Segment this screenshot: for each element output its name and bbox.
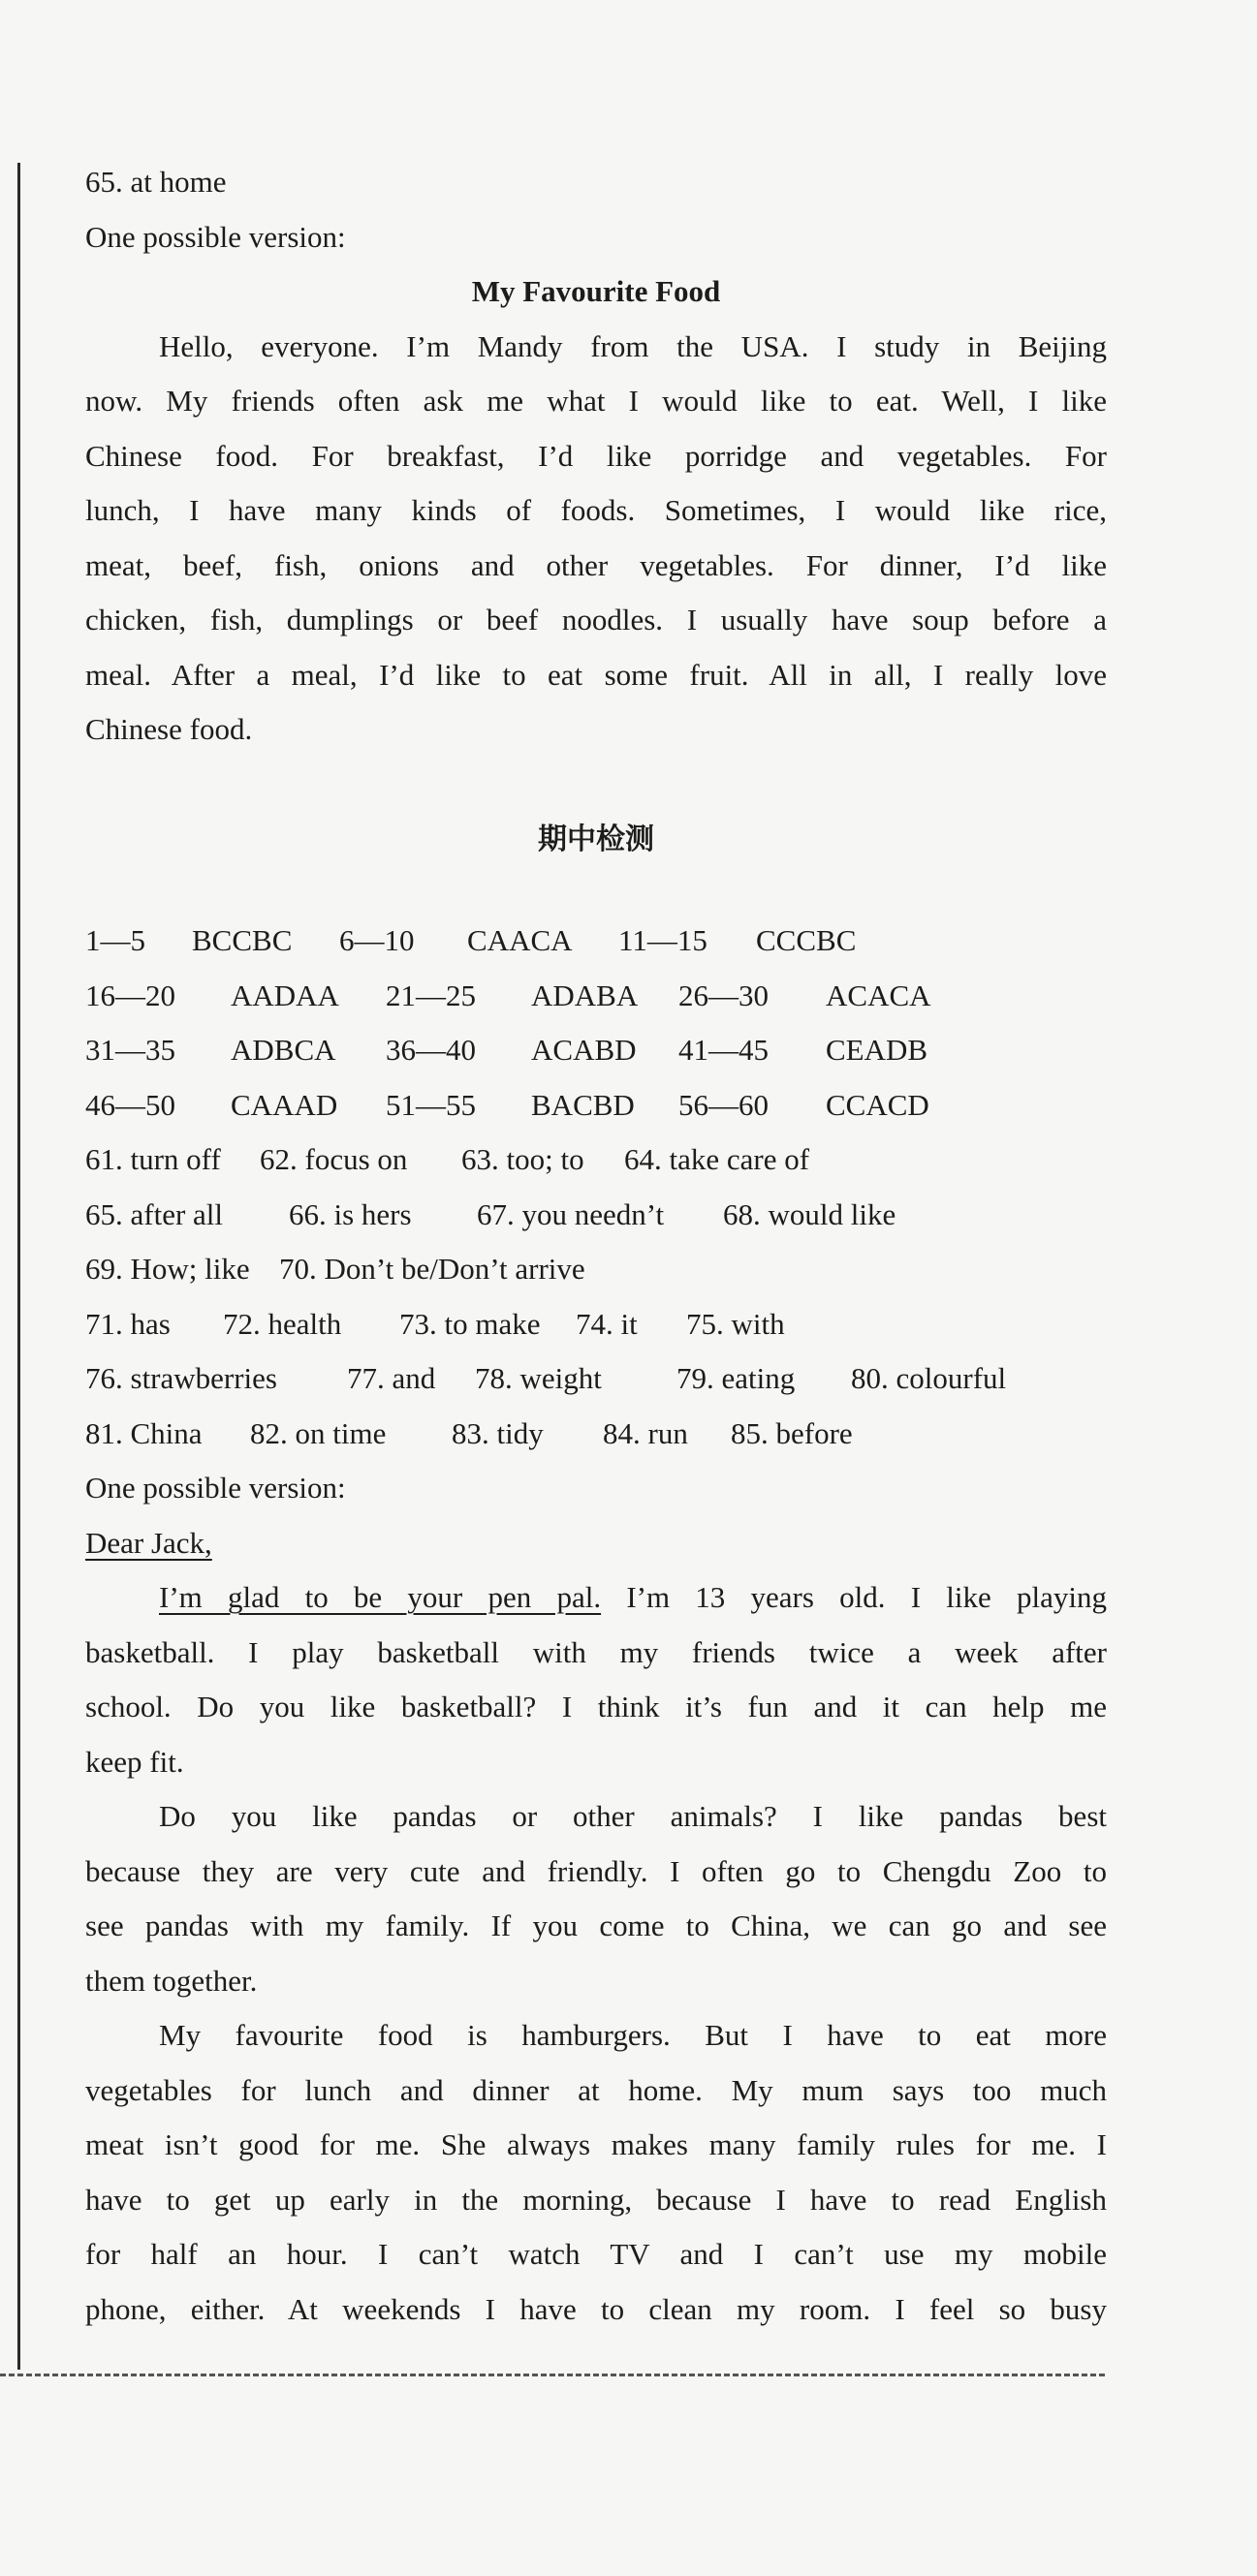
spacer [85,758,1107,813]
mc-range: 51—55 [386,1087,476,1122]
fill-answer-row [85,1407,1107,1462]
fill-answer: 69. How; like [85,1252,250,1286]
essay-line: meal. After a meal, I’d like to eat some fruit. All in all, I really love [85,657,1107,692]
letter-line: school. Do you like basketball? I think it’s fun and it can help me [85,1690,1107,1723]
mc-range: 41—45 [678,1033,769,1067]
essay-line: lunch, I have many kinds of foods. Sometimes, I would like rice, [85,493,1107,527]
fill-answer: 63. too; to [461,1142,584,1176]
fill-answer: 77. and [347,1361,436,1395]
essay-title: My Favourite Food [471,274,721,308]
page-bottom-dashed-rule [0,2374,1105,2376]
mc-range: 46—50 [85,1087,175,1122]
mc-range: 1—5 [85,923,145,957]
fill-answer: 71. has [85,1306,171,1341]
mc-range: 36—40 [386,1033,476,1067]
mc-answers: AADAA [231,978,339,1012]
letter-line: have to get up early in the morning, because I have to read English [85,2182,1107,2217]
mc-answers: CCACD [826,1087,929,1122]
fill-answer: 64. take care of [624,1142,810,1176]
letter-line: meat isn’t good for me. She always makes many family rules for me. I [85,2127,1107,2161]
mc-range: 31—35 [85,1033,175,1067]
essay-line: Hello, everyone. I’m Mandy from the USA. I study in Beijing [159,328,1107,363]
fill-answer: 84. run [603,1415,688,1450]
letter-line: for half an hour. I can’t watch TV and I can’t use my mobile [85,2237,1107,2271]
possible-version-label: One possible version: [85,1471,346,1505]
mc-answers: CEADB [826,1033,928,1067]
fill-answer: 65. after all [85,1196,224,1231]
fill-answer-row [85,1188,1107,1243]
mc-range: 6—10 [339,923,415,957]
mc-answers: ADBCA [231,1033,336,1067]
mc-answers: BCCBC [192,923,293,957]
spacer [85,867,1107,914]
fill-answer: 70. Don’t be/Don’t arrive [279,1252,585,1286]
fill-answer: 66. is hers [289,1196,412,1231]
fill-answer: 83. tidy [452,1415,544,1450]
fill-answer: 79. eating [676,1361,796,1395]
fill-answer: 80. colourful [851,1361,1007,1395]
fill-answer: 62. focus on [260,1142,408,1176]
answer-page [85,155,1107,2337]
fill-answer: 68. would like [723,1196,896,1231]
letter-line: basketball. I play basketball with my friends twice a week after [85,1634,1107,1669]
answer-65: 65. at home [85,165,227,199]
letter-line [85,1570,1107,1626]
mc-range: 56—60 [678,1087,769,1122]
fill-answer: 75. with [686,1306,785,1341]
letter-line: because they are very cute and friendly. I often go to Chengdu Zoo to [85,1853,1107,1888]
mc-answers: CAACA [467,923,573,957]
letter-line: vegetables for lunch and dinner at home. My mum says too much [85,2072,1107,2107]
fill-answer: 82. on time [250,1415,387,1450]
fill-answer: 81. China [85,1415,203,1450]
letter-line: keep fit. [85,1744,184,1779]
fill-answer: 61. turn off [85,1142,221,1176]
mc-range: 26—30 [678,978,769,1012]
possible-version-label: One possible version: [85,219,346,254]
mc-answer-row [85,969,1107,1024]
letter-line: Do you like pandas or other animals? I like pandas best [159,1799,1107,1833]
opening-sentence: I’m glad to be your pen pal. [159,1580,602,1614]
mc-answers: ACABD [531,1033,637,1067]
letter-salutation [85,1516,1107,1571]
salutation-text: Dear Jack, [85,1525,212,1560]
fill-answer-row [85,1297,1107,1352]
fill-answer: 76. strawberries [85,1361,277,1395]
fill-answer: 67. you needn’t [477,1196,665,1231]
fill-answer-row [85,1242,1107,1297]
fill-answer: 72. health [223,1306,342,1341]
letter-line: see pandas with my family. If you come to China, we can go and see [85,1909,1107,1942]
mc-range: 16—20 [85,978,175,1012]
mc-answer-row [85,1078,1107,1133]
fill-answer: 74. it [576,1306,638,1341]
essay-line: meat, beef, fish, onions and other vegetables. For dinner, I’d like [85,547,1107,582]
mc-answers: ADABA [531,978,639,1012]
opening-rest: I’m 13 years old. I like playing [626,1580,1107,1614]
mc-answers: BACBD [531,1087,635,1122]
essay-line: Chinese food. For breakfast, I’d like porridge and vegetables. For [85,438,1107,473]
essay-line: Chinese food. [85,712,253,746]
letter-line: phone, either. At weekends I have to clean my room. I feel so busy [85,2291,1107,2326]
mc-answers: CCCBC [756,923,857,957]
left-margin-rule [17,163,20,2370]
mc-range: 11—15 [618,923,707,957]
essay-line: chicken, fish, dumplings or beef noodles. I usually have soup before a [85,603,1107,636]
mc-range: 21—25 [386,978,476,1012]
letter-line: them together. [85,1963,258,1998]
fill-answer-row [85,1133,1107,1188]
essay-line: now. My friends often ask me what I would like to eat. Well, I like [85,384,1107,418]
fill-answer: 85. before [731,1415,853,1450]
midterm-test-title: 期中检测 [538,822,654,856]
fill-answer: 73. to make [399,1306,541,1341]
mc-answers: ACACA [826,978,931,1012]
mc-answer-row [85,1023,1107,1078]
fill-answer: 78. weight [475,1361,602,1395]
mc-answer-row [85,914,1107,969]
letter-line: My favourite food is hamburgers. But I have to eat more [159,2018,1107,2052]
mc-answers: CAAAD [231,1087,338,1122]
fill-answer-row [85,1351,1107,1407]
